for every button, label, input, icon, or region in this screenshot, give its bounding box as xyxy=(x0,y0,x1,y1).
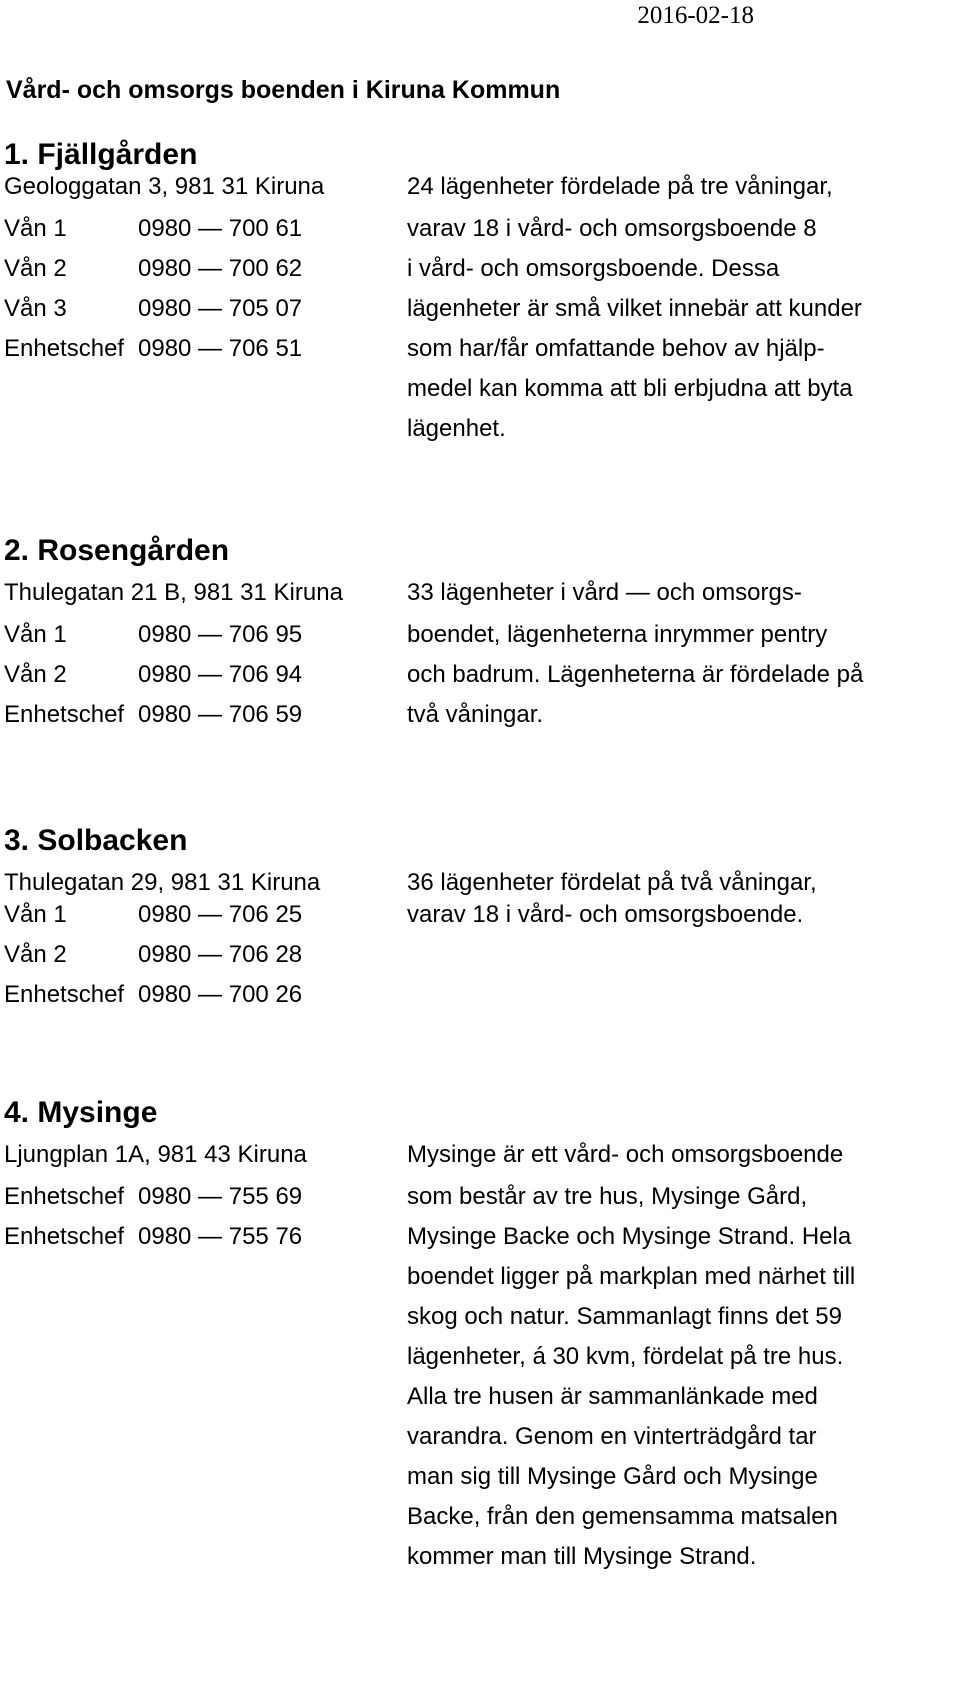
address: Ljungplan 1A, 981 43 Kiruna xyxy=(4,1141,307,1168)
address: Thulegatan 21 B, 981 31 Kiruna xyxy=(4,579,343,606)
contact-label: Vån 3 xyxy=(4,295,67,322)
contact-row xyxy=(4,900,302,930)
contact-label: Enhetschef xyxy=(4,1183,125,1210)
contact-row xyxy=(4,254,302,284)
address: Geologgatan 3, 981 31 Kiruna xyxy=(4,173,325,200)
description-line: och badrum. Lägenheterna är fördelade på xyxy=(407,661,864,688)
description-line: medel kan komma att bli erbjudna att byta xyxy=(407,375,853,402)
contact-row xyxy=(4,1222,302,1252)
contact-phone: 0980 — 705 07 xyxy=(138,295,303,322)
description-line: boendet, lägenheterna inrymmer pentry xyxy=(407,621,828,648)
description-line: skog och natur. Sammanlagt finns det 59 xyxy=(407,1303,842,1330)
contact-label: Vån 2 xyxy=(4,255,67,282)
contact-phone: 0980 — 700 62 xyxy=(138,255,303,282)
contact-phone: 0980 — 755 76 xyxy=(138,1223,303,1250)
contact-label: Enhetschef xyxy=(4,981,125,1008)
description-line: 36 lägenheter fördelat på två våningar, xyxy=(407,869,817,896)
description-line: Backe, från den gemensamma matsalen xyxy=(407,1503,838,1530)
description-line: 33 lägenheter i vård — och omsorgs- xyxy=(407,579,802,606)
contact-label: Vån 2 xyxy=(4,661,67,688)
contact-phone: 0980 — 706 51 xyxy=(138,335,303,362)
description-line: Mysinge är ett vård- och omsorgsboende xyxy=(407,1141,844,1168)
contact-phone: 0980 — 706 28 xyxy=(138,941,303,968)
description-line: boendet ligger på markplan med närhet till xyxy=(407,1263,856,1290)
document-title: Vård- och omsorgs boenden i Kiruna Kommun xyxy=(6,76,561,104)
contact-row xyxy=(4,660,302,690)
contact-phone: 0980 — 755 69 xyxy=(138,1183,303,1210)
contact-phone: 0980 — 706 95 xyxy=(138,621,303,648)
section-heading: 2. Rosengården xyxy=(4,534,230,567)
description-line: lägenhet. xyxy=(407,415,506,442)
address: Thulegatan 29, 981 31 Kiruna xyxy=(4,869,321,896)
description-line: som har/får omfattande behov av hjälp- xyxy=(407,335,825,362)
contact-phone: 0980 — 706 59 xyxy=(138,701,303,728)
description-line: 24 lägenheter fördelade på tre våningar, xyxy=(407,173,833,200)
description-line: varav 18 i vård- och omsorgsboende. xyxy=(407,901,804,928)
contact-phone: 0980 — 700 61 xyxy=(138,215,303,242)
section-heading: 1. Fjällgården xyxy=(4,138,198,171)
description-line: som består av tre hus, Mysinge Gård, xyxy=(407,1183,808,1210)
contact-row xyxy=(4,214,302,244)
document-date: 2016-02-18 xyxy=(637,2,754,29)
description-line: varav 18 i vård- och omsorgsboende 8 xyxy=(407,215,817,242)
contact-label: Vån 1 xyxy=(4,215,67,242)
contact-row xyxy=(4,1182,302,1212)
description-line: två våningar. xyxy=(407,701,544,728)
contact-label: Vån 2 xyxy=(4,941,67,968)
description-line: kommer man till Mysinge Strand. xyxy=(407,1543,757,1570)
contact-row xyxy=(4,940,302,970)
contact-row xyxy=(4,700,302,730)
description-line: lägenheter, á 30 kvm, fördelat på tre hus. xyxy=(407,1343,844,1370)
contact-label: Enhetschef xyxy=(4,1223,125,1250)
contact-phone: 0980 — 706 94 xyxy=(138,661,303,688)
contact-label: Vån 1 xyxy=(4,621,67,648)
contact-row xyxy=(4,334,302,364)
description-line: man sig till Mysinge Gård och Mysinge xyxy=(407,1463,818,1490)
contact-row xyxy=(4,980,302,1010)
description-line: i vård- och omsorgsboende. Dessa xyxy=(407,255,780,282)
description-line: lägenheter är små vilket innebär att kunder xyxy=(407,295,862,322)
contact-label: Enhetschef xyxy=(4,701,125,728)
contact-phone: 0980 — 706 25 xyxy=(138,901,303,928)
description-line: Alla tre husen är sammanlänkade med xyxy=(407,1383,818,1410)
section-heading: 4. Mysinge xyxy=(4,1096,158,1129)
contact-row xyxy=(4,294,302,324)
description-line: Mysinge Backe och Mysinge Strand. Hela xyxy=(407,1223,852,1250)
contact-label: Enhetschef xyxy=(4,335,125,362)
contact-row xyxy=(4,620,302,650)
description-line: varandra. Genom en vinterträdgård tar xyxy=(407,1423,817,1450)
section-heading: 3. Solbacken xyxy=(4,824,188,857)
contact-phone: 0980 — 700 26 xyxy=(138,981,303,1008)
contact-label: Vån 1 xyxy=(4,901,67,928)
